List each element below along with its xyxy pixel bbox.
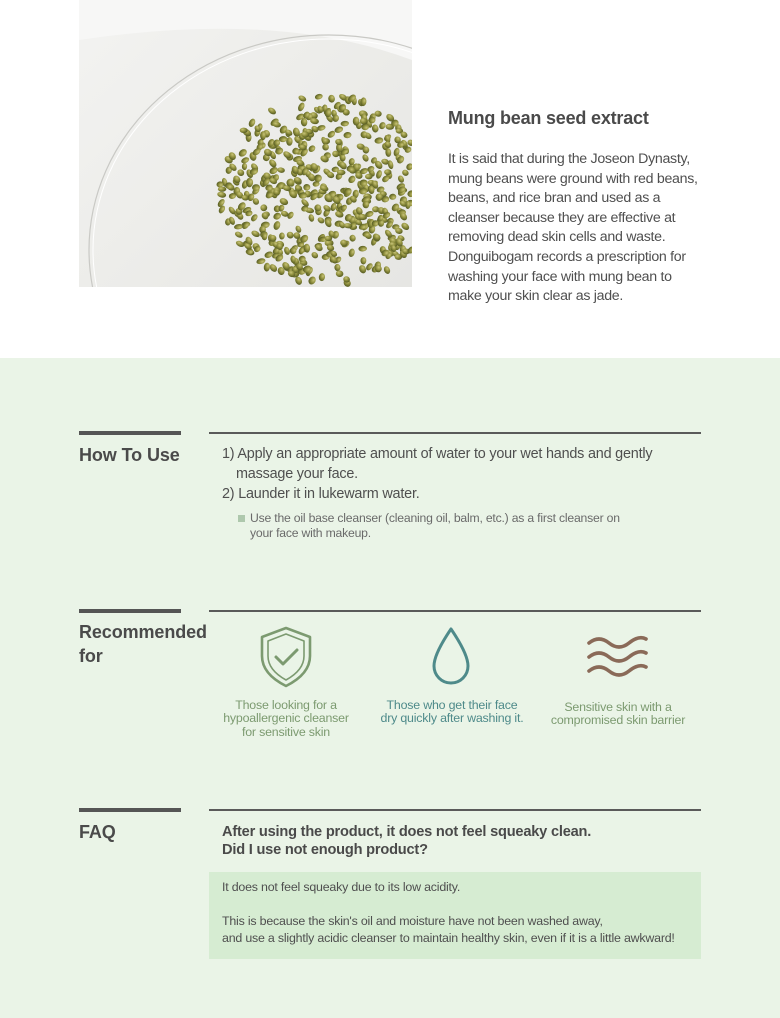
recommended-rule [79, 609, 181, 613]
mung-bean [361, 257, 367, 264]
mung-bean [279, 232, 285, 239]
how-to-use-steps [222, 444, 692, 504]
mung-bean [283, 246, 291, 256]
mung-bean [383, 265, 392, 275]
mung-bean [303, 184, 310, 191]
faq-question: After using the product, it does not feel squeaky clean. Did I use not enough product? [222, 824, 592, 858]
mung-bean [260, 204, 267, 211]
wave-lines-icon [586, 633, 648, 677]
mung-bean [277, 167, 285, 174]
mung-bean [375, 169, 383, 179]
mung-bean [371, 124, 379, 133]
mung-bean [378, 121, 387, 130]
mung-bean [250, 229, 260, 238]
mung-bean [322, 144, 329, 151]
how-to-use-rule [79, 431, 181, 435]
mung-bean [218, 187, 226, 192]
mung-bean [323, 138, 330, 144]
mung-bean [234, 230, 244, 239]
recommended-heading: Recommended for [79, 622, 207, 666]
mung-bean [272, 220, 281, 231]
mung-bean [272, 211, 282, 220]
how-to-use-divider [209, 432, 701, 434]
mung-bean [361, 153, 370, 162]
mung-bean [308, 214, 315, 223]
shield-check-icon [258, 626, 314, 688]
mung-bean [264, 250, 274, 259]
mung-bean [358, 246, 367, 252]
step-1: 1) Apply an appropriate amount of water to your wet hands and gently massage your face. [222, 446, 653, 482]
mung-bean [268, 158, 278, 169]
usage-note: Use the oil base cleanser (cleaning oil, balm, etc.) as a first cleanser on your face with makeup. [238, 511, 668, 540]
ingredient-description: It is said that during the Joseon Dynasty, mung beans were ground with red beans, beans, and rice bran and used as a cleanser because they are effective at removing dead skin cells and waste. Donguibogam records a prescription for washing your face with mung bean to make your skin clear as jade. [448, 151, 698, 305]
mung-bean-photo [79, 0, 412, 287]
mung-bean [294, 225, 302, 234]
step-2: 2) Launder it in lukewarm water. [222, 486, 420, 502]
faq-divider [209, 809, 701, 811]
recommended-item-hypoallergenic: Those looking for a hypoallergenic cleanser for sensitive skin [223, 698, 349, 739]
recommended-item-sensitive-barrier: Sensitive skin with a compromised skin barrier [550, 700, 686, 728]
mung-bean [389, 193, 397, 200]
mung-bean [267, 106, 277, 116]
mung-bean [334, 264, 340, 272]
mung-bean [297, 94, 307, 102]
faq-answer: It does not feel squeaky due to its low acidity. This is because the skin's oil and moisture have not been washed away, and use a slightly acidic cleanser to maintain healthy skin, even if it is a little awkward! [209, 872, 701, 959]
recommended-item-dry-skin: Those who get their face dry quickly after washing it. [380, 698, 524, 726]
mung-bean [307, 144, 316, 153]
mung-bean [237, 148, 248, 159]
water-drop-icon [428, 626, 474, 688]
mung-bean [242, 163, 248, 170]
mung-bean [256, 257, 266, 265]
mung-bean [263, 262, 270, 271]
mung-bean [374, 137, 384, 145]
mung-bean [334, 125, 344, 134]
mung-bean [279, 197, 290, 207]
mung-bean [314, 93, 323, 100]
mung-bean [217, 191, 227, 199]
mung-bean [397, 174, 405, 183]
mung-bean [339, 238, 349, 247]
mung-bean [348, 248, 356, 258]
ingredient-title: Mung bean seed extract [448, 108, 649, 128]
mung-bean [317, 216, 326, 225]
mung-bean [307, 275, 317, 286]
mung-bean [328, 94, 336, 103]
ingredient-section [0, 0, 780, 358]
mung-bean [349, 234, 356, 242]
faq-heading: FAQ [79, 822, 116, 842]
mung-bean [297, 102, 306, 113]
mung-bean [358, 264, 368, 275]
note-bullet-icon [238, 515, 245, 522]
mung-bean [240, 128, 248, 133]
mung-bean [406, 189, 412, 198]
mung-bean [310, 251, 319, 260]
mung-bean [343, 131, 352, 138]
recommended-divider [209, 610, 701, 612]
mung-bean [235, 240, 245, 249]
mung-bean [318, 273, 325, 282]
mung-bean [340, 120, 349, 126]
faq-rule [79, 808, 181, 812]
how-to-use-heading: How To Use [79, 445, 180, 465]
